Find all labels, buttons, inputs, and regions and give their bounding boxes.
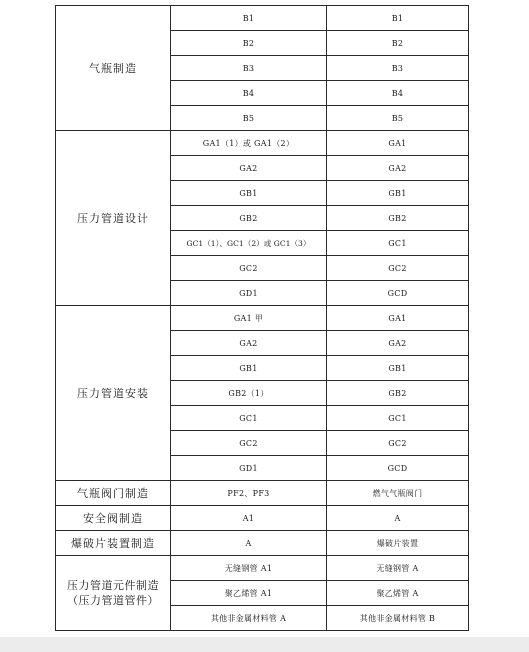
category-cell: 气瓶阀门制造: [56, 481, 171, 506]
new-level-cell: GA2: [327, 156, 469, 181]
category-cell: 压力管道元件制造（压力管道管件）: [56, 556, 171, 631]
original-level-cell: GA2: [171, 331, 327, 356]
original-level-cell: GC2: [171, 256, 327, 281]
table-row: [56, 481, 469, 506]
original-level-cell: 无缝钢管 A1: [171, 556, 327, 581]
original-level-cell: GA1（1）或 GA1（2）: [171, 131, 327, 156]
original-level-cell: GB2（1）: [171, 381, 327, 406]
original-level-cell: GB1: [171, 181, 327, 206]
original-level-cell: GC1: [171, 406, 327, 431]
new-level-cell: GB2: [327, 381, 469, 406]
original-level-cell: GC1（1）、GC1（2）或 GC1（3）: [171, 231, 327, 256]
new-level-cell: A: [327, 506, 469, 531]
new-level-cell: GCD: [327, 456, 469, 481]
table-row: [56, 556, 469, 581]
new-level-cell: 无缝钢管 A: [327, 556, 469, 581]
category-cell: 气瓶制造: [56, 6, 171, 131]
new-level-cell: B3: [327, 56, 469, 81]
original-level-cell: B4: [171, 81, 327, 106]
original-level-cell: GB2: [171, 206, 327, 231]
viewer-bottom-band: [0, 637, 529, 652]
original-level-cell: PF2、PF3: [171, 481, 327, 506]
new-level-cell: GC2: [327, 256, 469, 281]
new-level-cell: 其他非金属材料管 B: [327, 606, 469, 631]
new-level-cell: GB2: [327, 206, 469, 231]
table-row: [56, 131, 469, 156]
new-level-cell: B4: [327, 81, 469, 106]
table-row: [56, 6, 469, 31]
new-level-cell: 聚乙烯管 A: [327, 581, 469, 606]
new-level-cell: GC1: [327, 406, 469, 431]
new-level-cell: GA2: [327, 331, 469, 356]
original-level-cell: 聚乙烯管 A1: [171, 581, 327, 606]
original-level-cell: 其他非金属材料管 A: [171, 606, 327, 631]
new-level-cell: GB1: [327, 356, 469, 381]
original-level-cell: B2: [171, 31, 327, 56]
new-level-cell: B5: [327, 106, 469, 131]
new-level-cell: GA1: [327, 306, 469, 331]
table-row: [56, 506, 469, 531]
original-level-cell: B1: [171, 6, 327, 31]
original-level-cell: B3: [171, 56, 327, 81]
new-level-cell: GCD: [327, 281, 469, 306]
original-level-cell: GD1: [171, 281, 327, 306]
table-body: [56, 6, 469, 631]
new-level-cell: GA1: [327, 131, 469, 156]
original-level-cell: GB1: [171, 356, 327, 381]
category-cell: 压力管道安装: [56, 306, 171, 481]
new-level-cell: GB1: [327, 181, 469, 206]
table-row: [56, 306, 469, 331]
new-level-cell: GC2: [327, 431, 469, 456]
original-level-cell: GA2: [171, 156, 327, 181]
new-level-cell: B2: [327, 31, 469, 56]
category-cell: 爆破片装置制造: [56, 531, 171, 556]
original-level-cell: GA1 甲: [171, 306, 327, 331]
original-level-cell: A1: [171, 506, 327, 531]
new-level-cell: 爆破片装置: [327, 531, 469, 556]
new-level-cell: B1: [327, 6, 469, 31]
original-level-cell: GC2: [171, 431, 327, 456]
new-level-cell: GC1: [327, 231, 469, 256]
original-level-cell: GD1: [171, 456, 327, 481]
original-level-cell: A: [171, 531, 327, 556]
category-cell: 压力管道设计: [56, 131, 171, 306]
new-level-cell: 燃气气瓶阀门: [327, 481, 469, 506]
table-row: [56, 531, 469, 556]
qualification-mapping-table: [55, 5, 469, 631]
category-cell: 安全阀制造: [56, 506, 171, 531]
original-level-cell: B5: [171, 106, 327, 131]
